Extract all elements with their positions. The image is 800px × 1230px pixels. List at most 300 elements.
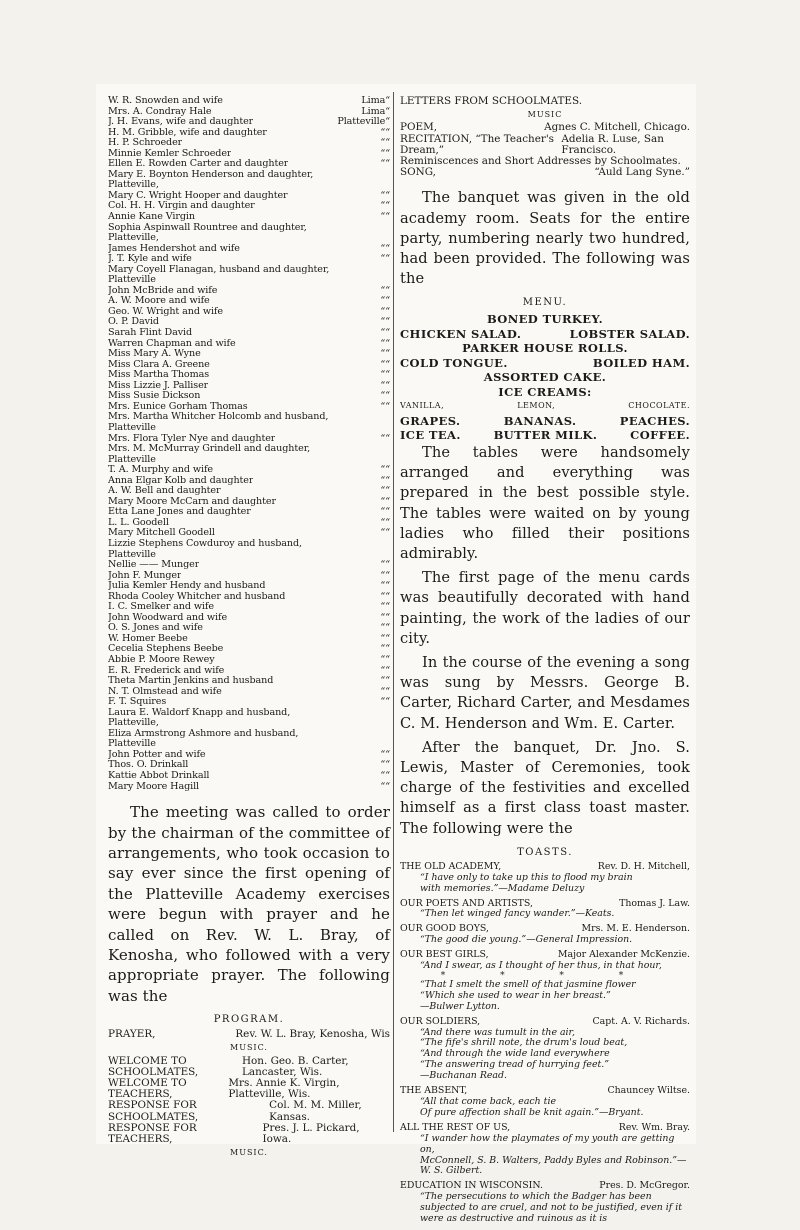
attendee-list [108, 96, 390, 792]
attendee-place: “ [380, 685, 386, 697]
program-item [108, 1100, 390, 1122]
attendee-place-group [376, 434, 390, 445]
attendee-name: F. T. Squires [108, 697, 167, 708]
attendee-row [108, 138, 390, 149]
attendee-place-group [376, 254, 390, 265]
attendee-name: A. W. Moore and wife [108, 296, 210, 307]
attendee-name: Warren Chapman and wife [108, 338, 236, 349]
attendee-place: “ [380, 137, 386, 149]
program-music: MUSIC. [230, 1148, 268, 1158]
program-item-title: RECITATION, “The Teacher's Dream,” [400, 132, 555, 156]
ditto-mark: “ [385, 780, 390, 792]
attendee-name: I. C. Smelker and wife [108, 602, 214, 613]
toast-item [400, 1086, 690, 1119]
program-item-title: Reminiscences and Short Addresses by Schoolmates. [400, 155, 681, 168]
program-item [400, 167, 690, 178]
program-item-person: Rev. W. L. Bray, Kenosha, Wis [235, 1028, 390, 1041]
program-item-title: WELCOME TO TEACHERS, [108, 1076, 187, 1101]
attendee-place: “ [380, 253, 386, 265]
attendee-place: “ [380, 337, 386, 349]
menu-item: COLD TONGUE. [400, 355, 508, 370]
ditto-mark: “ [385, 580, 390, 592]
attendee-name: Kattie Abbot Drinkall [108, 771, 210, 781]
ditto-mark: “ [385, 770, 390, 781]
attendee-row [108, 381, 390, 392]
attendee-place: “ [380, 696, 386, 708]
attendee-place: Lima [361, 105, 386, 117]
ditto-mark: “ [385, 506, 390, 518]
toast-title: ALL THE REST OF US, [400, 1121, 511, 1133]
program-item-title: WELCOME TO SCHOOLMATES, [108, 1054, 199, 1078]
attendee-row [108, 339, 390, 350]
attendee-name: Theta Martin Jenkins and husband [108, 676, 274, 687]
menu-item: ASSORTED CAKE. [483, 370, 607, 385]
attendee-name: Eliza Armstrong Ashmore and husband, [108, 728, 299, 739]
attendee-name: Sarah Flint David [108, 328, 193, 339]
ditto-mark: “ [385, 348, 390, 360]
menu-item: PARKER HOUSE ROLLS. [462, 341, 628, 356]
ditto-mark: “ [385, 95, 390, 106]
attendee-row [108, 244, 390, 255]
attendee-row [108, 349, 390, 360]
program-item-title: LETTERS FROM SCHOOLMATES. [400, 95, 583, 107]
menu-item: LEMON, [517, 401, 556, 411]
attendee-name: Annie Kane Virgin [108, 212, 195, 223]
attendee-place: Platteville [337, 116, 386, 128]
attendee-row [108, 771, 390, 782]
attendee-place: “ [380, 400, 386, 412]
ditto-mark: “ [385, 759, 390, 771]
attendee-name: Miss Mary A. Wyne [108, 349, 201, 360]
attendee-name: Thos. O. Drinkall [108, 760, 189, 771]
attendee-row [108, 676, 390, 687]
toast-quote-line: “All that come back, each tie [420, 1096, 556, 1108]
attendee-row [108, 623, 390, 634]
ditto-mark: “ [385, 632, 390, 644]
attendee-row [108, 697, 390, 708]
ditto-mark: “ [385, 622, 390, 634]
menu-item: ICE CREAMS: [498, 384, 592, 399]
toast-item [400, 1017, 690, 1082]
menu-item: CHOCOLATE. [628, 401, 690, 411]
attendee-name: Rhoda Cooley Whitcher and husband [108, 591, 286, 602]
attendee-place: “ [380, 675, 386, 687]
attendee-place: “ [380, 211, 386, 223]
attendee-row [108, 286, 390, 297]
attendee-place-line: Platteville, [108, 717, 159, 729]
attendee-place: “ [380, 601, 386, 613]
attendee-name: Mrs. M. McMurray Grindell and daughter, [108, 444, 311, 455]
attendee-name: Miss Lizzie J. Palliser [108, 380, 209, 391]
left-column [108, 96, 390, 1160]
attendee-row [108, 201, 390, 212]
attendee-name: Sophia Aspinwall Rountree and daughter, [108, 222, 307, 233]
ditto-mark: “ [385, 369, 390, 381]
right-column [400, 96, 690, 1229]
attendee-place: “ [380, 390, 386, 402]
toast-quote-line: “The answering tread of hurrying feet.” [420, 1059, 610, 1071]
toast-item [400, 862, 690, 895]
attendee-place: “ [380, 126, 386, 138]
program-item-title: POEM, [400, 121, 438, 134]
attendee-row [108, 128, 390, 139]
menu-heading: MENU. [522, 297, 568, 309]
ditto-mark: “ [385, 327, 390, 339]
ditto-mark: “ [385, 284, 390, 296]
menu-item: CHICKEN SALAD. [400, 326, 522, 341]
attendee-place: “ [380, 295, 386, 307]
toast-item [400, 950, 690, 1013]
attendee-name: N. T. Olmstead and wife [108, 686, 222, 697]
attendee-name: Mrs. A. Condray Hale [108, 106, 212, 117]
attendee-name: Laura E. Waldorf Knapp and husband, [108, 707, 291, 718]
toast-quote-line: McConnell, S. B. Walters, Paddy Byles and Robinson.”—W. S. Gilbert. [420, 1154, 687, 1177]
attendee-place: “ [380, 770, 386, 781]
ditto-mark: “ [385, 696, 390, 708]
ditto-mark: “ [385, 643, 390, 655]
attendee-row [108, 486, 390, 497]
menu-item: BUTTER MILK. [493, 428, 598, 443]
attendee-place: “ [380, 780, 386, 792]
ditto-mark: “ [385, 105, 390, 117]
attendee-name: A. W. Bell and daughter [108, 486, 221, 497]
attendee-place: “ [380, 369, 386, 381]
ditto-mark: “ [385, 116, 390, 128]
attendee-place-line: Platteville [108, 453, 156, 465]
attendee-place: “ [380, 653, 386, 665]
attendee-name: Miss Clara A. Greene [108, 359, 210, 370]
attendee-place: “ [380, 622, 386, 634]
attendee-name: W. Homer Beebe [108, 633, 188, 644]
attendee-name: H. M. Gribble, wife and daughter [108, 127, 267, 138]
attendee-row [108, 760, 390, 771]
program-item-person: Pres. J. L. Pickard, Iowa. [262, 1121, 360, 1145]
ditto-mark: “ [385, 569, 390, 581]
program-item [400, 96, 690, 107]
toast-title: OUR BEST GIRLS, [400, 949, 489, 961]
program-item-person: Hon. Geo. B. Carter, Lancaster, Wis. [241, 1054, 349, 1078]
toast-quote-line: “The persecutions to which the Badger has been subjected to are cruel, and not to be justified, even if it were as destructive and ruinous as it is [420, 1191, 682, 1225]
toast-title-row [400, 1017, 690, 1028]
attendee-place: “ [380, 147, 386, 159]
attendee-place: “ [380, 759, 386, 771]
song-paragraph: In the course of the evening a song was sung by Messrs. George B. Carter, Richard Carter, and Mesdames C. M. Henderson and Wm. E. Carter. [400, 653, 690, 732]
attendee-name: E. R. Frederick and wife [108, 665, 225, 676]
program-item [108, 1078, 390, 1100]
toast-ellipsis: * * * * [440, 970, 650, 981]
attendee-row [108, 644, 390, 655]
attendee-row [108, 465, 390, 476]
ditto-mark: “ [385, 126, 390, 138]
toast-title: THE OLD ACADEMY, [400, 860, 502, 872]
ditto-mark: “ [385, 485, 390, 497]
toast-title: OUR SOLDIERS, [400, 1015, 481, 1027]
program-item [108, 1029, 390, 1040]
attendee-place: “ [380, 379, 386, 391]
attendee-place-group [376, 528, 390, 539]
attendee-name: John Woodward and wife [108, 612, 228, 623]
attendee-place: “ [380, 643, 386, 655]
attendee-name: Mrs. Flora Tyler Nye and daughter [108, 433, 276, 444]
ditto-mark: “ [385, 664, 390, 676]
attendee-name: Mary E. Boynton Henderson and daughter, [108, 169, 314, 180]
attendee-place-group [376, 697, 390, 708]
attendee-name: Nellie —— Munger [108, 560, 200, 571]
menu-item: ICE TEA. [400, 428, 461, 443]
menu-item: BOILED HAM. [592, 355, 690, 370]
program-item [400, 122, 690, 133]
ditto-mark: “ [385, 211, 390, 223]
attendee-row [108, 96, 390, 107]
toast-quote-line: “And through the wide land everywhere [420, 1048, 610, 1060]
program-item-person: “Auld Lang Syne.” [594, 166, 690, 179]
attendee-name: Mary C. Wright Hooper and daughter [108, 190, 288, 201]
attendee-row [108, 655, 390, 666]
toast-quote-line: “I have only to take up this to flood my brain [420, 871, 633, 883]
toast-quote-line: —Buchanan Read. [420, 1070, 508, 1082]
attendee-name: Miss Susie Dickson [108, 391, 201, 402]
attendee-row [108, 307, 390, 318]
attendee-place: “ [380, 432, 386, 444]
toast-speaker: Pres. D. McGregor. [599, 1180, 690, 1192]
toast-speaker: Chauncey Wiltse. [607, 1085, 690, 1097]
toast-quote-line: “And I swear, as I thought of her thus, in that hour, [420, 960, 662, 972]
program-item-title: SONG, [400, 166, 436, 179]
toast-speaker: Rev. D. H. Mitchell, [597, 860, 690, 872]
menu-item: BANANAS. [503, 413, 577, 428]
program-list [108, 1029, 390, 1158]
attendee-name: J. T. Kyle and wife [108, 254, 192, 265]
attendee-row [108, 581, 390, 592]
ditto-mark: “ [385, 200, 390, 212]
attendee-place: Lima [361, 95, 386, 106]
toast-speaker: Mrs. M. E. Henderson. [581, 923, 690, 935]
toast-quote-line: with memories.”—Madame Deluzy [420, 882, 585, 894]
attendee-place: “ [380, 590, 386, 602]
attendee-place: “ [380, 358, 386, 370]
program-item-title: RESPONSE FOR SCHOOLMATES, [108, 1099, 199, 1123]
attendee-name: Mary Moore Hagill [108, 781, 200, 792]
attendee-row [108, 571, 390, 582]
banquet-paragraph: The banquet was given in the old academy room. Seats for the entire party, numbering nearly two hundred, had been provided. The following was the [400, 189, 690, 288]
ditto-mark: “ [385, 611, 390, 623]
attendee-place: “ [380, 632, 386, 644]
attendee-row [108, 634, 390, 645]
attendee-row [108, 750, 390, 761]
attendee-place-group [376, 212, 390, 223]
attendee-name: Col. H. H. Virgin and daughter [108, 201, 255, 212]
ditto-mark: “ [385, 253, 390, 265]
toast-item [400, 1123, 690, 1178]
attendee-place: “ [380, 189, 386, 201]
attendee-name: W. R. Snowden and wife [108, 96, 223, 106]
attendee-row [108, 254, 390, 265]
attendee-place: “ [380, 569, 386, 581]
toast-title: EDUCATION IN WISCONSIN. [400, 1180, 543, 1192]
attendee-place-group [376, 402, 390, 413]
ditto-mark: “ [385, 601, 390, 613]
attendee-name: John McBride and wife [108, 285, 218, 296]
ditto-mark: “ [385, 432, 390, 444]
attendee-row [108, 444, 390, 455]
menu-item: BONED TURKEY. [486, 312, 604, 327]
ditto-mark: “ [385, 337, 390, 349]
menu-item: VANILLA, [400, 401, 445, 411]
attendee-name: Miss Martha Thomas [108, 370, 210, 381]
ditto-mark: “ [385, 316, 390, 328]
ditto-mark: “ [385, 242, 390, 254]
ditto-mark: “ [385, 685, 390, 697]
attendee-row [108, 592, 390, 603]
ditto-mark: “ [385, 379, 390, 391]
ditto-mark: “ [385, 158, 390, 170]
attendee-row [108, 212, 390, 223]
toast-quote-line: Of pure affection shall be knit again.”—Bryant. [420, 1106, 644, 1118]
attendee-row [108, 296, 390, 307]
attendee-name: Cecelia Stephens Beebe [108, 644, 224, 655]
program-item-title: PRAYER, [108, 1028, 156, 1041]
attendee-place: “ [380, 158, 386, 170]
toast-quote-line: “Which she used to wear in her breast.” [420, 989, 611, 1001]
attendee-row [108, 539, 390, 550]
ditto-mark: “ [385, 527, 390, 539]
attendee-place: “ [380, 242, 386, 254]
attendee-row [108, 507, 390, 518]
toast-item [400, 1181, 690, 1225]
attendee-row [108, 782, 390, 793]
attendee-name: James Hendershot and wife [108, 243, 240, 254]
ditto-mark: “ [385, 189, 390, 201]
attendee-row [108, 560, 390, 571]
toast-title: OUR POETS AND ARTISTS, [400, 897, 533, 909]
toast-speaker: Major Alexander McKenzie. [557, 949, 690, 961]
attendee-row [108, 518, 390, 529]
toast-quote-line: “And there was tumult in the air, [420, 1026, 575, 1038]
attendee-place-group [376, 159, 390, 170]
program-continued [400, 96, 690, 178]
toast-speaker: Capt. A. V. Richards. [592, 1015, 690, 1027]
ditto-mark: “ [385, 675, 390, 687]
attendee-name: Abbie P. Moore Rewey [108, 654, 215, 665]
toast-title: OUR GOOD BOYS, [400, 923, 489, 935]
toast-quote-line: “The good die young.”—General Impression. [420, 934, 633, 946]
attendee-row [108, 402, 390, 413]
ditto-mark: “ [385, 137, 390, 149]
attendee-name: Julia Kemler Hendy and husband [108, 581, 266, 592]
ditto-mark: “ [385, 590, 390, 602]
attendee-name: H. P. Schroeder [108, 138, 183, 149]
attendee-name: Mary Coyell Flanagan, husband and daughter, [108, 264, 330, 275]
column-rule [393, 92, 394, 1132]
attendee-place: “ [380, 495, 386, 507]
ditto-mark: “ [385, 295, 390, 307]
attendee-place: “ [380, 611, 386, 623]
attendee-place: “ [380, 284, 386, 296]
attendee-place: “ [380, 485, 386, 497]
attendee-row [108, 528, 390, 539]
attendee-place: “ [380, 580, 386, 592]
attendee-place: “ [380, 516, 386, 528]
attendee-name: O. S. Jones and wife [108, 623, 203, 634]
attendee-row [108, 360, 390, 371]
attendee-name: Mary Mitchell Goodell [108, 528, 215, 539]
ditto-mark: “ [385, 516, 390, 528]
attendee-place: “ [380, 348, 386, 360]
attendee-name: Anna Elgar Kolb and daughter [108, 475, 254, 486]
attendee-place-line: Platteville [108, 421, 156, 433]
attendee-place: “ [380, 200, 386, 212]
attendee-place-line: Platteville, [108, 179, 159, 191]
toast-quote-line: “The fife's shrill note, the drum's loud beat, [420, 1037, 628, 1049]
attendee-place: “ [380, 664, 386, 676]
attendee-name: L. L. Goodell [108, 517, 169, 528]
program-item-person: Mrs. Annie K. Virgin, Platteville, Wis. [228, 1076, 340, 1101]
ditto-mark: “ [385, 400, 390, 412]
attendee-row [108, 117, 390, 128]
program-item-person: Agnes C. Mitchell, Chicago. [544, 121, 690, 134]
attendee-row [108, 476, 390, 487]
toast-quote-line: “That I smelt the smell of that jasmine flower [420, 978, 636, 990]
attendee-place: “ [380, 527, 386, 539]
after-banquet-paragraph: After the banquet, Dr. Jno. S. Lewis, Master of Ceremonies, took charge of the festivities and excelled himself as a first class toast master. The following were the [400, 738, 690, 837]
attendee-place-line: Platteville, [108, 232, 159, 244]
attendee-row [108, 434, 390, 445]
program-item-person: Col. M. M. Miller, Kansas. [269, 1099, 362, 1123]
toast-quote-line: “I wander how the playmates of my youth are getting on, [420, 1132, 675, 1155]
attendee-row [108, 317, 390, 328]
toasts-heading: TOASTS. [517, 846, 573, 858]
ditto-mark: “ [385, 390, 390, 402]
program-music: MUSIC [527, 110, 563, 120]
ditto-mark: “ [385, 358, 390, 370]
toast-item [400, 899, 690, 921]
ditto-mark: “ [385, 653, 390, 665]
ditto-mark: “ [385, 748, 390, 760]
attendee-place-line: Platteville [108, 274, 156, 286]
toast-speaker: Thomas J. Law. [619, 897, 690, 909]
program-item-title: RESPONSE FOR TEACHERS, [108, 1121, 197, 1145]
program-heading: PROGRAM. [213, 1014, 285, 1026]
program-music: MUSIC. [230, 1043, 268, 1053]
attendee-row [108, 497, 390, 508]
menu-item: LOBSTER SALAD. [569, 326, 690, 341]
attendee-name: Lizzie Stephens Cowduroy and husband, [108, 538, 302, 549]
menu-item: PEACHES. [619, 413, 690, 428]
ditto-mark: “ [385, 147, 390, 159]
attendee-name: Geo. W. Wright and wife [108, 306, 223, 317]
attendee-row [108, 687, 390, 698]
attendee-name: J. H. Evans, wife and daughter [108, 117, 254, 128]
toast-quote-line: —Bulwer Lytton. [420, 1000, 500, 1012]
attendee-name: Etta Lane Jones and daughter [108, 507, 251, 518]
attendee-row [108, 159, 390, 170]
program-item-person: Adelia R. Luse, San Francisco. [561, 132, 664, 156]
attendee-row [108, 149, 390, 160]
menu-item: GRAPES. [400, 413, 461, 428]
meeting-paragraph: The meeting was called to order by the chairman of the committee of arrangements, who took occasion to say ever since the first opening of the Platteville Academy exercises were begun with prayer and he called on Rev. W. L. Bray, of Kenosha, who followed with a very appropriate prayer. The following was the [108, 803, 390, 1005]
attendee-row [108, 370, 390, 381]
attendee-name: John F. Munger [108, 570, 182, 581]
attendee-name: Mary Moore McCarn and daughter [108, 496, 276, 507]
program-item [108, 1123, 390, 1145]
ditto-mark: “ [385, 464, 390, 476]
attendee-place: “ [380, 748, 386, 760]
attendee-place-line: Platteville [108, 548, 156, 560]
attendee-row [108, 328, 390, 339]
ditto-mark: “ [385, 495, 390, 507]
attendee-name: Mrs. Martha Whitcher Holcomb and husband, [108, 412, 329, 423]
menu-item: COFFEE. [630, 428, 690, 443]
